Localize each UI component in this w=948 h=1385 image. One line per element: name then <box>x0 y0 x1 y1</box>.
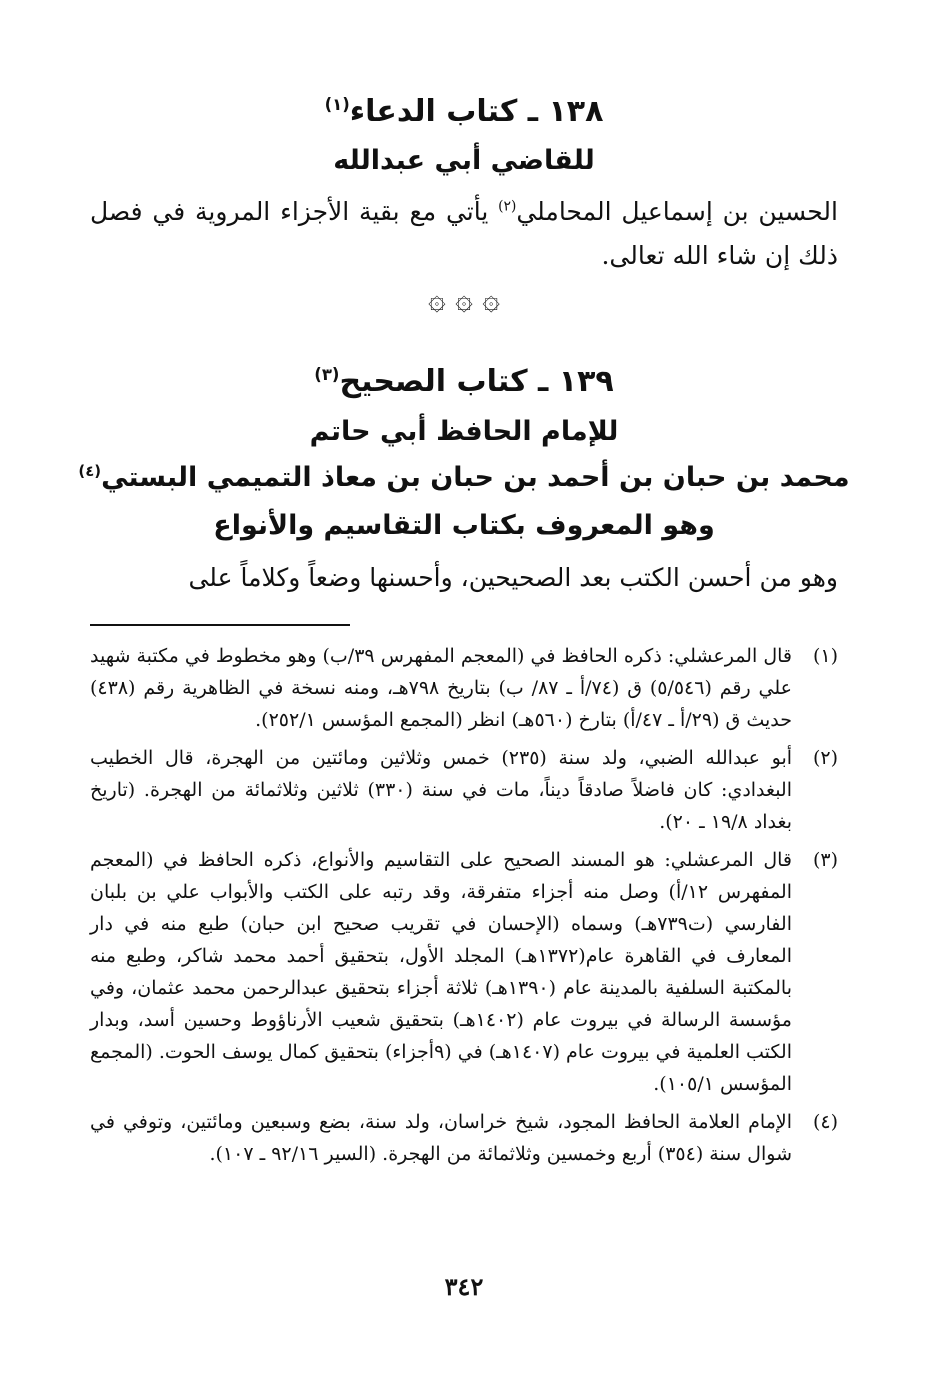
footnote-4-number: (٤) <box>812 1111 838 1133</box>
footnote-2-text: أبو عبدالله الضبي، ولد سنة (٢٣٥) خمس وثلاثين ومائتين من الهجرة، قال الخطيب البغدادي: كان فاضلاً صادقاً ديناً، مات في سنة (٣٣٠) ثلاثين وثلاثمائة من الهجرة. (تاريخ بغداد ١٩/٨ ـ ٢٠). <box>90 747 793 833</box>
footnote-2 <box>90 742 838 838</box>
footnotes-section <box>90 640 838 1176</box>
entry-139-author-text: محمد بن حبان بن أحمد بن حبان بن معاذ التميمي البستي <box>101 462 850 493</box>
entry-138-body-end: يأتي مع بقية الأجزاء المروية في فصل ذلك إن شاء الله تعالى. <box>90 197 838 270</box>
footnote-3 <box>90 844 838 1100</box>
footnote-ref-4[interactable]: (٤) <box>78 462 102 480</box>
footnote-ref-3[interactable]: (٣) <box>314 365 340 384</box>
entry-138-subtitle: للقاضي أبي عبدالله <box>333 145 595 176</box>
footnote-2-number: (٢) <box>812 747 838 769</box>
footnote-3-text: قال المرعشلي: هو المسند الصحيح على التقاسيم والأنواع، ذكره الحافظ في (المعجم المفهرس ١٢/أ) وصل منه أجزاء متفرقة، وقد رتبه على الكتب والأبواب علي بن بلبان الفارسي (ت٧٣٩هـ) وسماه (الإحسان في تقريب صحيح ابن حبان) طبع منه في دار المعارف في القاهرة عام(١٣٧٢هـ) المجلد الأول، بتحقيق أحمد محمد شاكر، وطبع منه بالمكتبة السلفية بالمدينة عام (١٣٩٠هـ) ثلاثة أجزاء بتحقيق عبدالرحمن محمد عثمان، وفي مؤسسة الرسالة في بيروت عام (١٤٠٢هـ) بتحقيق شعيب الأرناؤوط وحسين أسد، وبدار الكتب العلمية في بيروت عام (١٤٠٧هـ) في (٩أجزاء) بتحقيق كمال يوسف الحوت. (المجمع المؤسس ١٠٥/١). <box>90 849 792 1095</box>
entry-139-body: وهو من أحسن الكتب بعد الصحيحين، وأحسنها وضعاً وكلاماً على <box>188 563 838 592</box>
footnote-separator <box>90 624 350 626</box>
footnote-1-number: (١) <box>812 645 838 667</box>
footnote-1 <box>90 640 838 736</box>
entry-138-body <box>90 190 838 278</box>
section-divider-ornaments: ۞ ۞ ۞ <box>428 282 500 317</box>
entry-139-author <box>70 458 858 498</box>
footnote-ref-1[interactable]: (١) <box>324 95 350 114</box>
entry-139-known-as: وهو المعروف بكتاب التقاسيم والأنواع <box>213 510 715 541</box>
footnote-4 <box>90 1106 838 1170</box>
entry-139-title <box>90 360 838 404</box>
entry-138-title <box>90 92 838 132</box>
entry-139-title-text: ١٣٩ ـ كتاب الصحيح <box>339 364 614 399</box>
footnote-ref-2[interactable]: (٢) <box>498 198 517 215</box>
footnote-4-text: الإمام العلامة الحافظ المجود، شيخ خراسان، ولد سنة، بضع وسبعين ومائتين، وتوفي في شوال سنة (٣٥٤) أربع وخمسين وثلاثمائة من الهجرة. (السير ٩٢/١٦ ـ ١٠٧). <box>90 1111 792 1165</box>
book-page <box>78 0 850 1385</box>
entry-138-title-text: ١٣٨ ـ كتاب الدعاء <box>349 94 604 129</box>
footnote-3-number: (٣) <box>812 849 838 871</box>
entry-138-body-start: الحسين بن إسماعيل المحاملي <box>516 197 838 226</box>
page-number: ٣٤٢ <box>444 1272 484 1301</box>
footnote-1-text: قال المرعشلي: ذكره الحافظ في (المعجم المفهرس ٣٩/ب) وهو مخطوط في مكتبة شهيد علي رقم (٥/٥٤٦) ق (٧٤/أ ـ ٨٧/ ب) بتاريخ ٧٩٨هـ، ومنه نسخة في الظاهرية رقم (٤٣٨) حديث ق (٢٩/أ ـ ٤٧/أ) بتارخ (٥٦٠هـ) انظر (المجمع المؤسس ٢٥٢/١). <box>90 645 793 731</box>
entry-139-subtitle: للإمام الحافظ أبي حاتم <box>309 416 619 447</box>
